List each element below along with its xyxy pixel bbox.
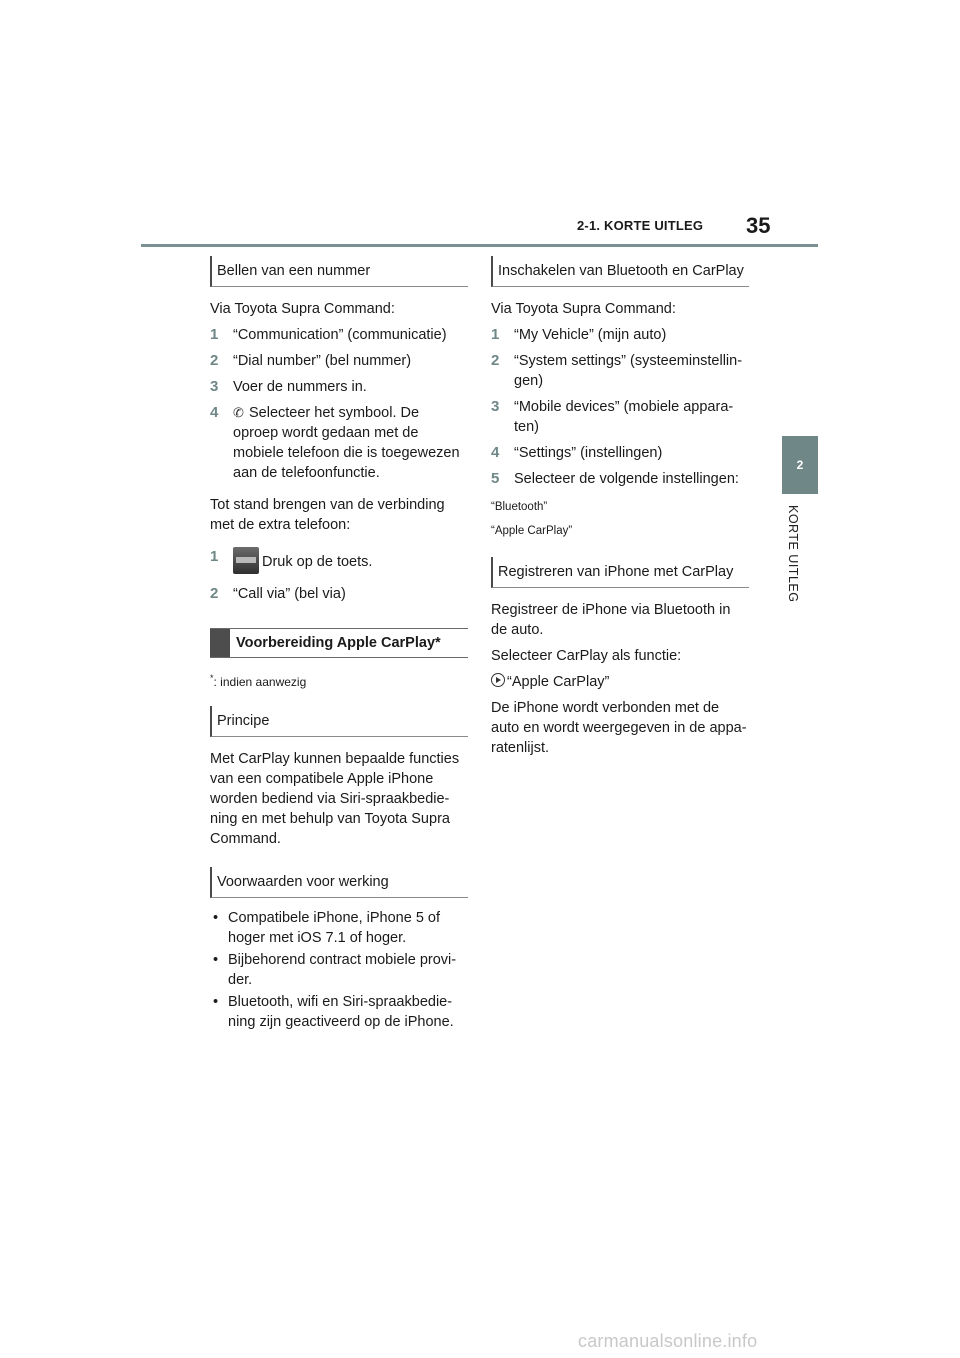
- page-number: 35: [746, 213, 771, 238]
- step-item: [210, 547, 468, 574]
- bullet-mark: •: [213, 910, 219, 926]
- footnote-text: : indien aanwezig: [213, 675, 307, 689]
- paragraph: [491, 672, 749, 692]
- step-number: 5: [491, 470, 500, 487]
- step-item: [210, 325, 468, 345]
- chapter-tab: 2: [782, 436, 818, 494]
- step-item: [491, 469, 749, 489]
- footnote: [210, 668, 468, 692]
- step-text: Selecteer de volgende instellingen:: [514, 471, 739, 487]
- footnote-mark: *: [210, 673, 214, 683]
- step-item: [210, 351, 468, 371]
- section-title: Inschakelen van Bluetooth en CarPlay: [498, 263, 744, 279]
- option-text: “Apple CarPlay”: [491, 525, 573, 537]
- phone-handset-icon: ✆: [233, 405, 244, 420]
- paragraph: Registreer de iPhone via Bluetooth in de auto.: [491, 602, 731, 638]
- step-text: “Call via” (bel via): [233, 586, 346, 602]
- section-title: Voorwaarden voor werking: [217, 874, 389, 890]
- section-header: [210, 706, 468, 737]
- section-heading: 2-1. KORTE UITLEG: [577, 218, 704, 233]
- step-number: 3: [210, 378, 219, 395]
- step-number: 4: [210, 404, 219, 421]
- right-column: [491, 256, 749, 758]
- section-title: Principe: [217, 713, 270, 729]
- step-text: “Mobile devices” (mobiele appara-ten): [514, 399, 734, 435]
- bullet-mark: •: [213, 952, 219, 968]
- watermark: carmanualsonline.info: [578, 1331, 758, 1351]
- paragraph: Via Toyota Supra Command:: [491, 301, 676, 317]
- step-item: [491, 397, 749, 437]
- paragraph: Selecteer CarPlay als functie:: [491, 648, 682, 664]
- step-text: Druk op de toets.: [262, 554, 373, 570]
- section-bar: [210, 628, 468, 658]
- section-title: Bellen van een nummer: [217, 263, 371, 279]
- step-number: 3: [491, 398, 500, 415]
- list-item: [210, 950, 468, 990]
- chapter-tab-label: KORTE UITLEG: [786, 505, 800, 603]
- left-column: [210, 256, 468, 1032]
- list-item-text: Compatibele iPhone, iPhone 5 of hoger met iOS 7.1 of hoger.: [228, 910, 441, 946]
- step-number: 1: [210, 326, 219, 343]
- step-text: “Communication” (communicatie): [233, 327, 447, 343]
- step-number: 2: [210, 585, 219, 602]
- step-number: 4: [491, 444, 500, 461]
- step-number: 1: [210, 548, 219, 565]
- section-header: [491, 557, 749, 588]
- paragraph: De iPhone wordt verbonden met de auto en wordt weergegeven in de appa-ratenlijst.: [491, 700, 747, 756]
- bar-marker: [210, 629, 230, 657]
- step-text: “System settings” (systeeminstellin-gen): [514, 353, 743, 389]
- list-item: [210, 992, 468, 1032]
- section-header: [491, 256, 749, 287]
- section-header: [210, 256, 468, 287]
- step-number: 1: [491, 326, 500, 343]
- header-divider: [141, 244, 818, 247]
- paragraph: Met CarPlay kunnen bepaalde functies van een compatibele Apple iPhone worden bediend via Siri-spraakbedie-ning en met behulp van Toyota Supra Command.: [210, 751, 460, 847]
- button-icon: [233, 547, 259, 574]
- option-text: “Bluetooth”: [491, 501, 548, 513]
- select-arrow-icon: [491, 673, 505, 687]
- list-item: [210, 908, 468, 948]
- step-text: Selecteer het symbool. De oproep wordt gedaan met de mobiele telefoon die is toegewezen aan de telefoonfunctie.: [233, 405, 460, 481]
- section-title: Registreren van iPhone met CarPlay: [498, 564, 734, 580]
- bullet-mark: •: [213, 994, 219, 1010]
- step-text: “My Vehicle” (mijn auto): [514, 327, 667, 343]
- bar-title: Voorbereiding Apple CarPlay*: [236, 635, 441, 651]
- step-item: [491, 443, 749, 463]
- step-text: Voer de nummers in.: [233, 379, 367, 395]
- step-item: [210, 403, 468, 483]
- list-item-text: Bluetooth, wifi en Siri-spraakbedie-ning zijn geactiveerd op de iPhone.: [228, 994, 454, 1030]
- step-item: [210, 377, 468, 397]
- step-item: [491, 351, 749, 391]
- paragraph: Tot stand brengen van de verbinding met de extra telefoon:: [210, 497, 445, 533]
- section-header: [210, 867, 468, 898]
- step-text: “Dial number” (bel nummer): [233, 353, 412, 369]
- choice-text: “Apple CarPlay”: [507, 674, 610, 690]
- step-text: “Settings” (instellingen): [514, 445, 663, 461]
- step-number: 2: [210, 352, 219, 369]
- step-item: [491, 325, 749, 345]
- list-item-text: Bijbehorend contract mobiele provi-der.: [228, 952, 457, 988]
- step-item: [210, 584, 468, 604]
- step-number: 2: [491, 352, 500, 369]
- paragraph: Via Toyota Supra Command:: [210, 301, 395, 317]
